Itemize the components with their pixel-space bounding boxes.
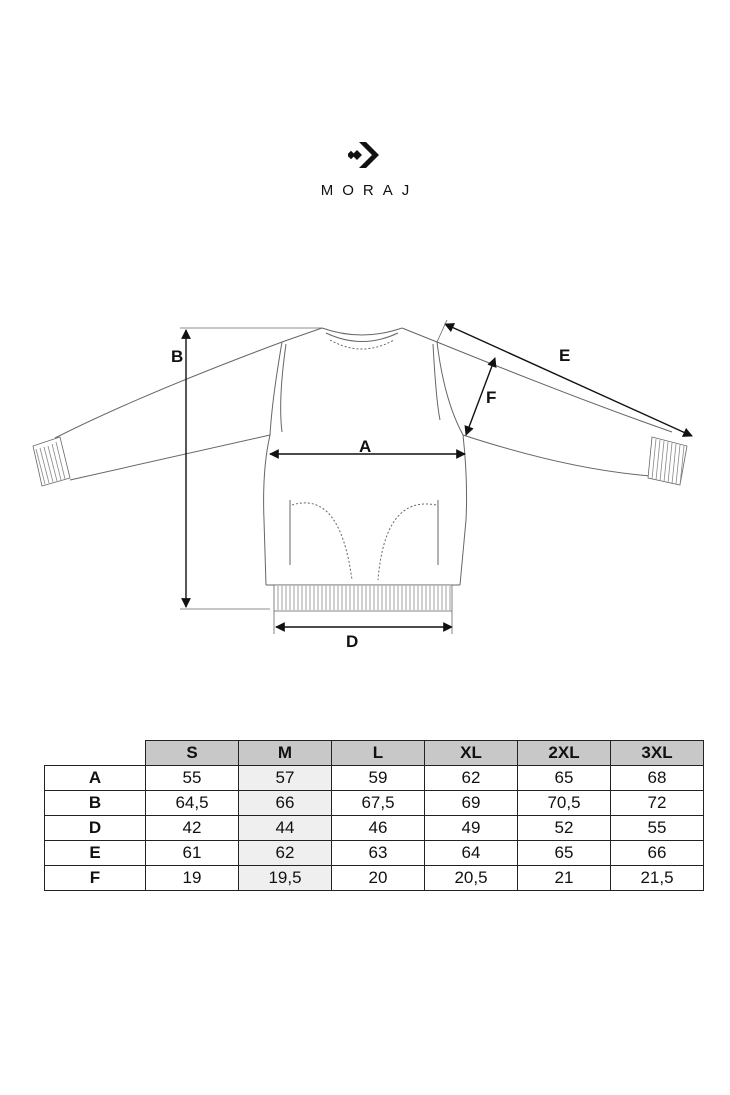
table-row: [45, 866, 704, 891]
table-cell: 19: [146, 866, 239, 891]
table-cell: 61: [146, 841, 239, 866]
table-cell: 20,5: [425, 866, 518, 891]
table-cell: 70,5: [518, 791, 611, 816]
arrow-e: [445, 324, 692, 436]
size-col-s: S: [146, 741, 239, 766]
row-label: F: [45, 866, 146, 891]
table-row: [45, 766, 704, 791]
table-cell: 52: [518, 816, 611, 841]
label-a: A: [359, 437, 372, 456]
size-col-m: M: [239, 741, 332, 766]
table-cell: 68: [611, 766, 704, 791]
table-cell: 55: [611, 816, 704, 841]
label-e: E: [559, 346, 571, 365]
hem-band: [274, 585, 452, 611]
table-cell: 62: [239, 841, 332, 866]
table-cell: 67,5: [332, 791, 425, 816]
measurement-arrows: [186, 324, 692, 627]
row-label: E: [45, 841, 146, 866]
size-col-xl: XL: [425, 741, 518, 766]
table-cell: 59: [332, 766, 425, 791]
table-cell: 66: [611, 841, 704, 866]
table-cell: 64,5: [146, 791, 239, 816]
label-d: D: [346, 632, 359, 651]
table-cell: 69: [425, 791, 518, 816]
size-header-row: [45, 741, 704, 766]
table-cell: 46: [332, 816, 425, 841]
table-cell: 66: [239, 791, 332, 816]
table-cell: 42: [146, 816, 239, 841]
table-cell: 19,5: [239, 866, 332, 891]
table-cell: 57: [239, 766, 332, 791]
table-cell: 65: [518, 766, 611, 791]
table-cell: 63: [332, 841, 425, 866]
brand-name: MORAJ: [320, 182, 419, 199]
table-row: [45, 816, 704, 841]
table-row: [45, 841, 704, 866]
row-label: A: [45, 766, 146, 791]
table-cell: 72: [611, 791, 704, 816]
label-f: F: [486, 388, 497, 407]
size-col-2xl: 2XL: [518, 741, 611, 766]
table-cell: 44: [239, 816, 332, 841]
label-b: B: [171, 347, 184, 366]
table-cell: 62: [425, 766, 518, 791]
table-cell: 21: [518, 866, 611, 891]
left-cuff: [33, 437, 70, 486]
row-label: D: [45, 816, 146, 841]
table-cell: 64: [425, 841, 518, 866]
row-label: B: [45, 791, 146, 816]
ribbed-trims: [33, 437, 687, 611]
table-cell: 65: [518, 841, 611, 866]
table-row: [45, 791, 704, 816]
size-col-l: L: [332, 741, 425, 766]
table-cell: 55: [146, 766, 239, 791]
table-cell: 21,5: [611, 866, 704, 891]
size-col-3xl: 3XL: [611, 741, 704, 766]
table-cell: 20: [332, 866, 425, 891]
size-table: [44, 740, 704, 891]
table-corner: [45, 741, 146, 766]
table-cell: 49: [425, 816, 518, 841]
garment-outline: [55, 328, 672, 585]
